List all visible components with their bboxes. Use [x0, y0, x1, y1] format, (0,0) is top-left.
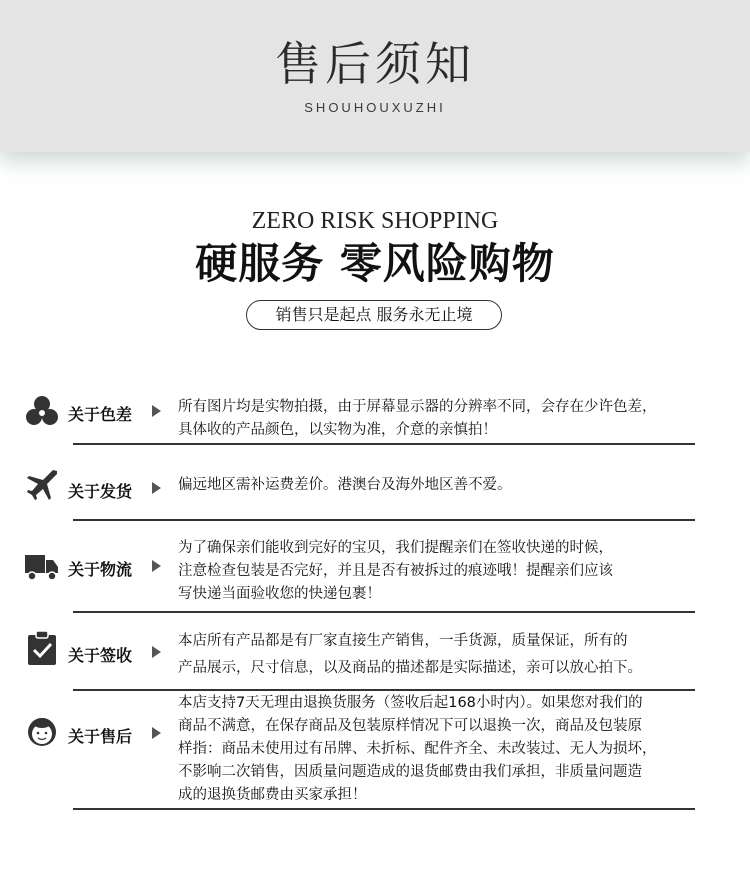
section-label: 关于色差 — [68, 405, 133, 424]
divider — [73, 443, 695, 445]
header-banner — [0, 0, 750, 152]
headline: 硬服务 零风险购物 — [195, 239, 555, 288]
section-label: 关于物流 — [68, 560, 133, 579]
clipboard-check-icon — [24, 630, 60, 666]
chevron-right-icon — [152, 405, 161, 417]
page-subtitle: SHOUHOUXUZHI — [304, 100, 446, 115]
section-label: 关于售后 — [68, 727, 133, 746]
slogan-pill: 销售只是起点 服务永无止境 — [246, 300, 502, 330]
chevron-right-icon — [152, 560, 161, 572]
section-label: 关于签收 — [68, 646, 133, 665]
divider — [73, 611, 695, 613]
section-text: 本店所有产品都是有厂家直接生产销售，一手货源，质量保证，所有的 产品展示，尺寸信息，以及商品的描述都是实际描述，亲可以放心拍下。 — [178, 633, 642, 676]
section-label: 关于发货 — [68, 482, 133, 501]
section-text: 所有图片均是实物拍摄，由于屏幕显示器的分辨率不同，会存在少许色差， 具体收的产品颜色，以实物为准，介意的亲慎拍！ — [178, 399, 657, 438]
english-tagline: ZERO RISK SHOPPING — [251, 208, 499, 234]
section-text: 偏远地区需补运费差价。港澳台及海外地区善不爱。 — [178, 477, 512, 493]
chevron-right-icon — [152, 482, 161, 494]
divider — [73, 519, 695, 521]
divider — [73, 689, 695, 691]
section-text: 本店支持7天无理由退换货服务（签收后起168小时内）。如果您对我们的 商品不满意，在保存商品及包装原样情况下可以退换一次，商品及包装原 样指：商品未使用过有吊牌、未折标、配件齐全、未改装过、无人为损坏， 不影响二次销售，因质量问题造成的退货邮费由我们承担，非质量问题造 成的退换货邮费由买家承担！ — [178, 695, 657, 803]
color-blobs-icon — [24, 394, 60, 430]
service-girl-icon — [24, 712, 60, 748]
chevron-right-icon — [152, 727, 161, 739]
page-title: 售后须知 — [275, 37, 475, 91]
divider — [73, 808, 695, 810]
section-text: 为了确保亲们能收到完好的宝贝，我们提醒亲们在签收快递的时候， 注意检查包装是否完好，并且是否有被拆过的痕迹哦！提醒亲们应该 写快递当面验收您的快递包裹！ — [178, 540, 613, 602]
chevron-right-icon — [152, 646, 161, 658]
airplane-icon — [24, 468, 60, 504]
truck-icon — [24, 548, 60, 584]
